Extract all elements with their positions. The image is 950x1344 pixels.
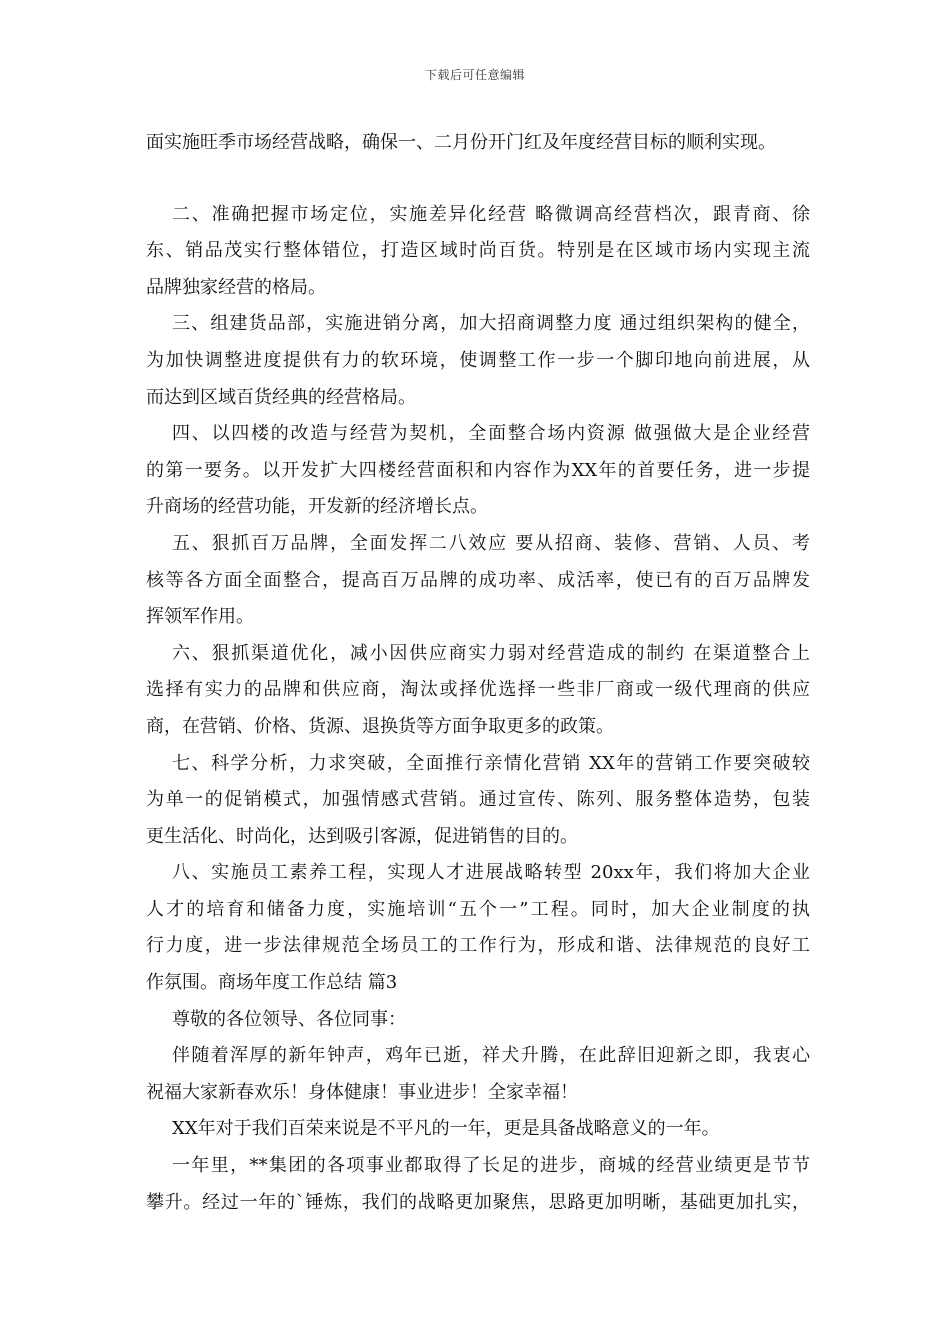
paragraph-gap — [146, 162, 810, 197]
document-body — [146, 125, 810, 1221]
text-line: 八、实施员工素养工程，实现人才进展战略转型 20xx年，我们将加大企业 — [172, 862, 810, 884]
text-line: 一年里，**集团的各项事业都取得了长足的进步，商城的经营业绩更是节节 — [172, 1155, 810, 1177]
text-line: 行力度，进一步法律规范全场员工的工作行为，形成和谐、法律规范的良好工 — [146, 935, 810, 957]
text-line: 尊敬的各位领导、各位同事： — [172, 1008, 406, 1030]
text-line: 的第一要务。以开发扩大四楼经营面积和内容作为XX年的首要任务，进一步提 — [146, 459, 810, 481]
text-line: 五、狠抓百万品牌，全面发挥二八效应 要从招商、装修、营销、人员、考 — [172, 532, 810, 554]
text-line: 为加快调整进度提供有力的软环境，使调整工作一步一个脚印地向前进展，从 — [146, 349, 810, 371]
text-line: XX年对于我们百荣来说是不平凡的一年，更是具备战略意义的一年。 — [172, 1118, 720, 1140]
text-line: 三、组建货品部，实施进销分离，加大招商调整力度 通过组织架构的健全， — [172, 313, 810, 335]
text-line: 六、狠抓渠道优化，减小因供应商实力弱对经营造成的制约 在渠道整合上 — [172, 642, 810, 664]
text-line: 升商场的经营功能，开发新的经济增长点。 — [146, 496, 488, 518]
text-line: 作氛围。商场年度工作总结 篇3 — [146, 972, 398, 994]
text-line: 祝福大家新春欢乐！身体健康！事业进步！全家幸福！ — [146, 1081, 578, 1103]
text-line: 面实施旺季市场经营战略，确保一、二月份开门红及年度经营目标的顺利实现。 — [146, 132, 776, 153]
text-line: 而达到区域百货经典的经营格局。 — [146, 386, 416, 408]
text-line: 东、销品茂实行整体错位，打造区域时尚百货。特别是在区域市场内实现主流 — [146, 240, 810, 262]
text-line: 核等各方面全面整合，提高百万品牌的成功率、成活率，使已有的百万品牌发 — [146, 569, 810, 591]
text-line: 商，在营销、价格、货源、退换货等方面争取更多的政策。 — [146, 715, 614, 737]
text-line: 为单一的促销模式，加强情感式营销。通过宣传、陈列、服务整体造势，包装 — [146, 789, 810, 811]
text-line: 二、准确把握市场定位，实施差异化经营 略微调高经营档次，跟青商、徐 — [172, 203, 810, 225]
page-header: 下载后可任意编辑 — [424, 68, 525, 82]
text-line: 人才的培育和储备力度，实施培训“五个一”工程。同时，加大企业制度的执 — [146, 898, 810, 920]
text-line: 品牌独家经营的格局。 — [146, 276, 326, 298]
text-line: 四、以四楼的改造与经营为契机，全面整合场内资源 做强做大是企业经营 — [172, 423, 810, 445]
text-line: 七、科学分析，力求突破，全面推行亲情化营销 XX年的营销工作要突破较 — [172, 752, 810, 774]
text-line: 攀升。经过一年的`锤炼，我们的战略更加聚焦，思路更加明晰，基础更加扎实， — [146, 1191, 810, 1213]
text-line: 更生活化、时尚化，达到吸引客源，促进销售的目的。 — [146, 825, 578, 847]
text-line: 伴随着浑厚的新年钟声，鸡年已逝，祥犬升腾，在此辞旧迎新之即，我衷心 — [172, 1045, 810, 1067]
text-line: 选择有实力的品牌和供应商，淘汰或择优选择一些非厂商或一级代理商的供应 — [146, 679, 810, 701]
text-line: 挥领军作用。 — [146, 606, 254, 628]
